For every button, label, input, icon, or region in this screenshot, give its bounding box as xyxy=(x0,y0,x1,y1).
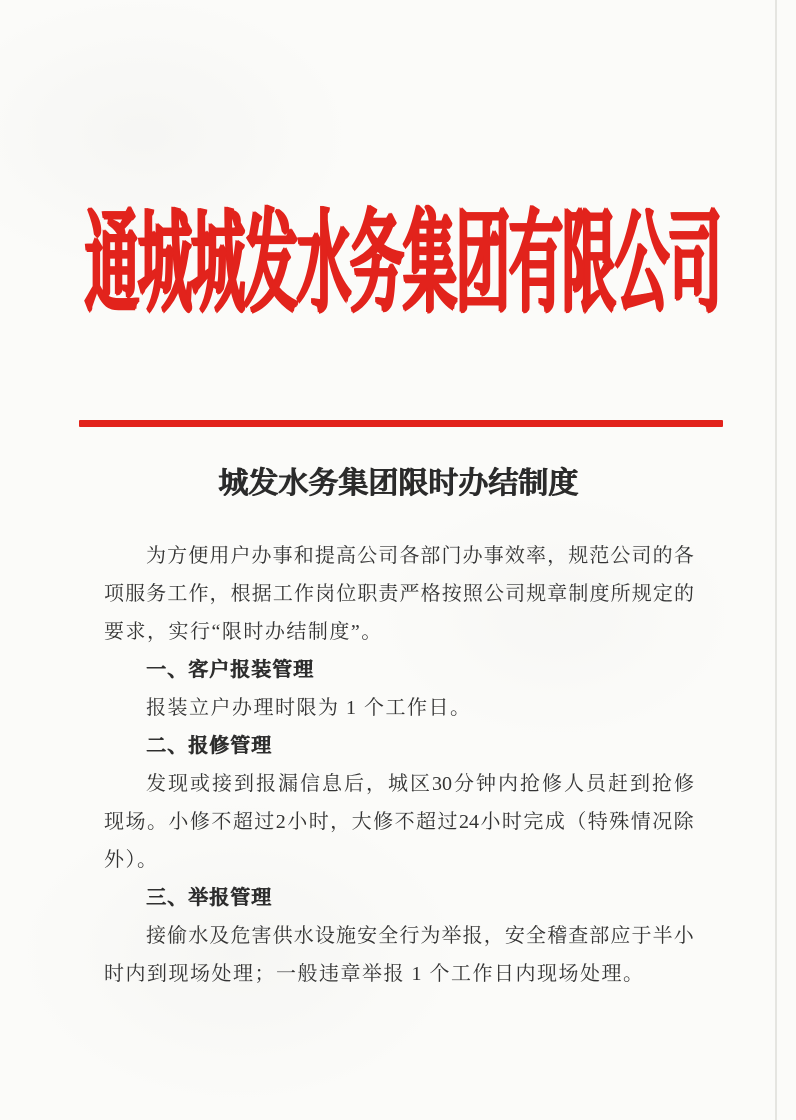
red-divider-line xyxy=(79,420,723,427)
body-line: 报装立户办理时限为 1 个工作日。 xyxy=(146,697,472,719)
section-heading: 三、举报管理 xyxy=(146,887,272,909)
document-body xyxy=(104,537,694,993)
section-heading: 一、客户报装管理 xyxy=(146,659,314,681)
body-line: 外）。 xyxy=(104,849,159,871)
scan-artifact-line xyxy=(775,0,777,1120)
body-line: 接 偷 水 及 危 害 供 水 设 施 安 全 行 为 举 报 ， 安 全 稽 查 部 应 于 半 小 xyxy=(146,925,694,947)
body-line: 要求，实行“限时办结制度”。 xyxy=(104,621,383,643)
section-heading: 二、报修管理 xyxy=(146,735,272,757)
body-line: 项 服 务 工 作 ， 根 据 工 作 岗 位 职 责 严 格 按 照 公 司 规 章 制 度 所 规 定 的 xyxy=(104,583,694,605)
letterhead-banner xyxy=(10,195,796,328)
body-line: 为 方 便 用 户 办 事 和 提 高 公 司 各 部 门 办 事 效 率 ， 规 范 公 司 的 各 xyxy=(146,545,694,567)
document-title: 城发水务集团限时办结制度 xyxy=(218,467,578,500)
company-letterhead-title: 通城城发水务集团有限公司 xyxy=(85,195,721,328)
body-line: 时内到现场处理；一般违章举报 1 个工作日内现场处理。 xyxy=(104,963,645,985)
body-line: 发 现 或 接 到 报 漏 信 息 后 ， 城 区 30 分 钟 内 抢 修 人 员 赶 到 抢 修 xyxy=(146,773,694,795)
body-line: 现 场 。 小 修 不 超 过 2 小 时 ， 大 修 不 超 过 24 小 时 完 成 （ 特 殊 情 况 除 xyxy=(104,811,694,833)
